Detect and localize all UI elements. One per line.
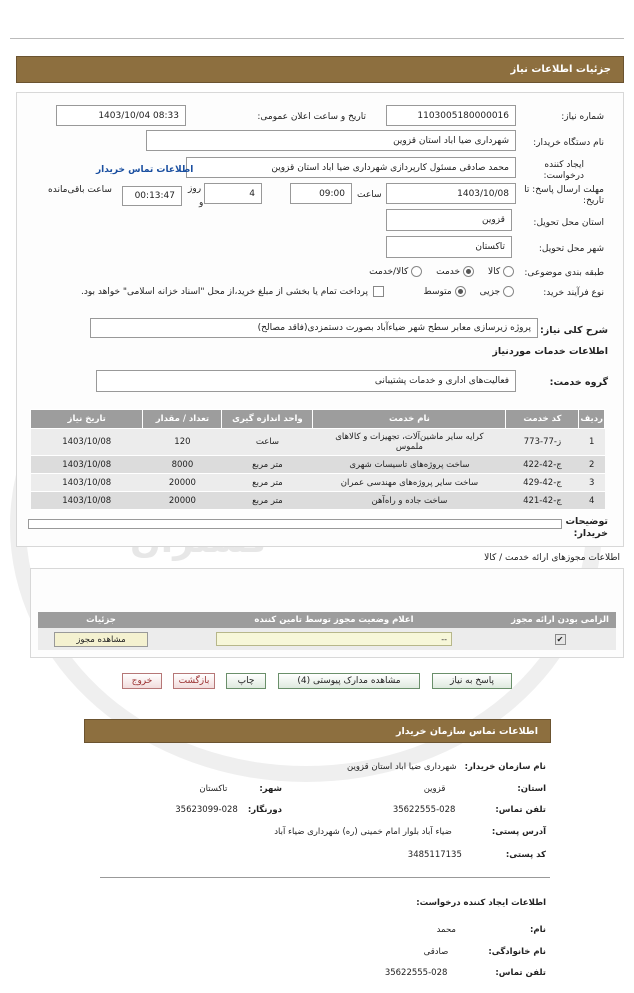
- buyer-org-field: شهرداری ضیا اباد استان قزوین: [146, 130, 516, 151]
- category-label: طبقه بندی موضوعی:: [524, 268, 604, 278]
- col-qty: تعداد / مقدار: [143, 410, 222, 429]
- days-suffix: و: [199, 198, 204, 208]
- process-option-medium[interactable]: متوسط: [423, 286, 465, 297]
- reply-button[interactable]: پاسخ به نیاز: [432, 673, 512, 689]
- attachments-button[interactable]: مشاهده مدارک پیوستی (4): [278, 673, 420, 689]
- print-button[interactable]: چاپ: [226, 673, 266, 689]
- category-radio-group: [369, 266, 514, 277]
- category-option-service[interactable]: خدمت: [436, 266, 474, 277]
- creator-last-name-row: نام خانوادگی:صادقی: [423, 947, 546, 957]
- col-code: کد خدمت: [506, 410, 579, 429]
- col-name: نام خدمت: [313, 410, 506, 429]
- radio-selected-icon: [463, 266, 474, 277]
- contact-address-row: آدرس پستی:ضیاء آباد بلوار امام خمینی (ره) شهرداری ضیاء آباد: [274, 827, 546, 837]
- exit-button[interactable]: خروج: [122, 673, 162, 689]
- col-date: تاریخ نیاز: [31, 410, 143, 429]
- contact-province-row: استان:قزوین: [423, 784, 546, 794]
- summary-field: پروژه زیرسازی معابر سطح شهر ضیاءآباد بصورت دستمزدی(فاقد مصالح): [90, 318, 538, 338]
- top-divider: [10, 38, 624, 39]
- services-table-wrap: [30, 409, 605, 510]
- remaining-label: ساعت باقی‌مانده: [48, 185, 112, 195]
- radio-icon: [503, 266, 514, 277]
- table-row: 3 ج-42-429 ساخت سایر پروژه‌های مهندسی عمران متر مربع 20000 1403/10/08: [31, 474, 605, 492]
- creator-first-name-row: نام:محمد: [436, 925, 546, 935]
- view-license-button[interactable]: مشاهده مجوز: [54, 632, 148, 647]
- page-title: جزئیات اطلاعات نیاز: [510, 64, 611, 75]
- contact-title: اطلاعات تماس سازمان خریدار: [395, 725, 538, 737]
- buyer-notes-label-2: خریدار:: [573, 528, 608, 539]
- details-cell: [38, 632, 164, 647]
- back-button[interactable]: بازگشت: [173, 673, 215, 689]
- contact-city-row: شهر:تاکستان: [199, 784, 282, 794]
- creator-label-2: درخواست:: [543, 171, 584, 181]
- licenses-table-header: [38, 612, 616, 628]
- radio-icon: [503, 286, 514, 297]
- services-table-header: [31, 410, 605, 429]
- deadline-date-field: 1403/10/08: [386, 183, 516, 204]
- required-check-icon: ✔: [555, 634, 566, 645]
- deadline-time-label: ساعت: [357, 190, 382, 200]
- buyer-contact-link[interactable]: اطلاعات تماس خریدار: [96, 165, 194, 175]
- required-cell: [504, 634, 616, 645]
- creator-field: محمد صادقی مسئول کارپردازی شهرداری ضیا اباد استان قزوین: [186, 157, 516, 178]
- province-field: قزوین: [386, 209, 512, 231]
- need-number-field: 1103005180000016: [386, 105, 516, 126]
- category-option-both[interactable]: کالا/خدمت: [369, 266, 422, 277]
- remaining-time-field: 00:13:47: [122, 186, 182, 206]
- table-row: 1 ز-77-773 کرایه سایر ماشین‌آلات، تجهیزات و کالاهای ملموس ساعت 120 1403/10/08: [31, 429, 605, 456]
- announce-field: 1403/10/04 08:33: [56, 105, 186, 126]
- deadline-time-field: 09:00: [290, 183, 352, 204]
- creator-heading: اطلاعات ایجاد کننده درخواست:: [416, 898, 546, 908]
- payment-checkbox[interactable]: [373, 286, 384, 297]
- announce-label: تاریخ و ساعت اعلان عمومی:: [257, 112, 366, 122]
- process-radio-group: [423, 286, 514, 297]
- process-label: نوع فرآیند خرید:: [543, 288, 604, 298]
- status-cell: [164, 632, 504, 646]
- buyer-notes-label-1: توضیحات: [565, 516, 608, 527]
- page-header: [16, 56, 624, 83]
- table-row: 4 ج-42-421 ساخت جاده و راه‌آهن متر مربع 20000 1403/10/08: [31, 492, 605, 510]
- license-row: [38, 628, 616, 650]
- buyer-org-label: نام دستگاه خریدار:: [533, 138, 604, 148]
- licenses-table: [38, 612, 616, 650]
- radio-icon: [411, 266, 422, 277]
- contact-postal-row: کد پستی:3485117135: [407, 850, 546, 860]
- city-field: تاکستان: [386, 236, 512, 258]
- buyer-notes-field: [28, 519, 562, 529]
- contact-phone-row: تلفن تماس:35622555-028: [392, 805, 546, 815]
- days-field: 4: [204, 183, 262, 204]
- radio-selected-icon: [455, 286, 466, 297]
- creator-label-1: ایجاد کننده: [544, 160, 584, 170]
- process-option-minor[interactable]: جزیی: [480, 286, 514, 297]
- col-details: جزئیات: [86, 615, 116, 625]
- contact-header: [84, 719, 551, 743]
- days-label: روز: [188, 184, 202, 194]
- service-group-label: گروه خدمت:: [549, 377, 608, 388]
- category-option-goods[interactable]: کالا: [488, 266, 514, 277]
- creator-phone-row: تلفن تماس:35622555-028: [384, 968, 546, 978]
- col-row: ردیف: [579, 410, 605, 429]
- service-group-field: فعالیت‌های اداری و خدمات پشتیبانی: [96, 370, 516, 392]
- col-required: الزامی بودن ارائه مجوز: [511, 615, 609, 625]
- col-status: اعلام وضعیت مجوز توسط تامین کننده: [254, 615, 414, 625]
- services-heading: اطلاعات خدمات موردنیاز: [492, 346, 608, 357]
- services-table: [30, 409, 605, 510]
- contact-divider: [100, 877, 550, 878]
- payment-note: پرداخت تمام یا بخشی از مبلغ خرید،از محل "اسناد خزانه اسلامی" خواهد بود.: [81, 286, 384, 297]
- deadline-label-2: تاریخ:: [583, 196, 604, 206]
- contact-org-row: نام سازمان خریدار: شهرداری ضیا اباد استان قزوین: [346, 762, 546, 772]
- deadline-label-1: مهلت ارسال پاسخ: تا: [524, 185, 604, 195]
- city-label: شهر محل تحویل:: [538, 244, 604, 254]
- contact-fax-row: دورنگار:35623099-028: [175, 805, 282, 815]
- license-status-field: --: [216, 632, 452, 646]
- table-row: 2 ج-42-422 ساخت پروژه‌های تاسیسات شهری متر مربع 8000 1403/10/08: [31, 456, 605, 474]
- licenses-heading: اطلاعات مجوزهای ارائه خدمت / کالا: [484, 553, 620, 563]
- need-number-label: شماره نیاز:: [561, 112, 604, 122]
- province-label: استان محل تحویل:: [533, 218, 604, 228]
- summary-label: شرح کلی نیاز:: [539, 325, 608, 336]
- col-unit: واحد اندازه گیری: [222, 410, 313, 429]
